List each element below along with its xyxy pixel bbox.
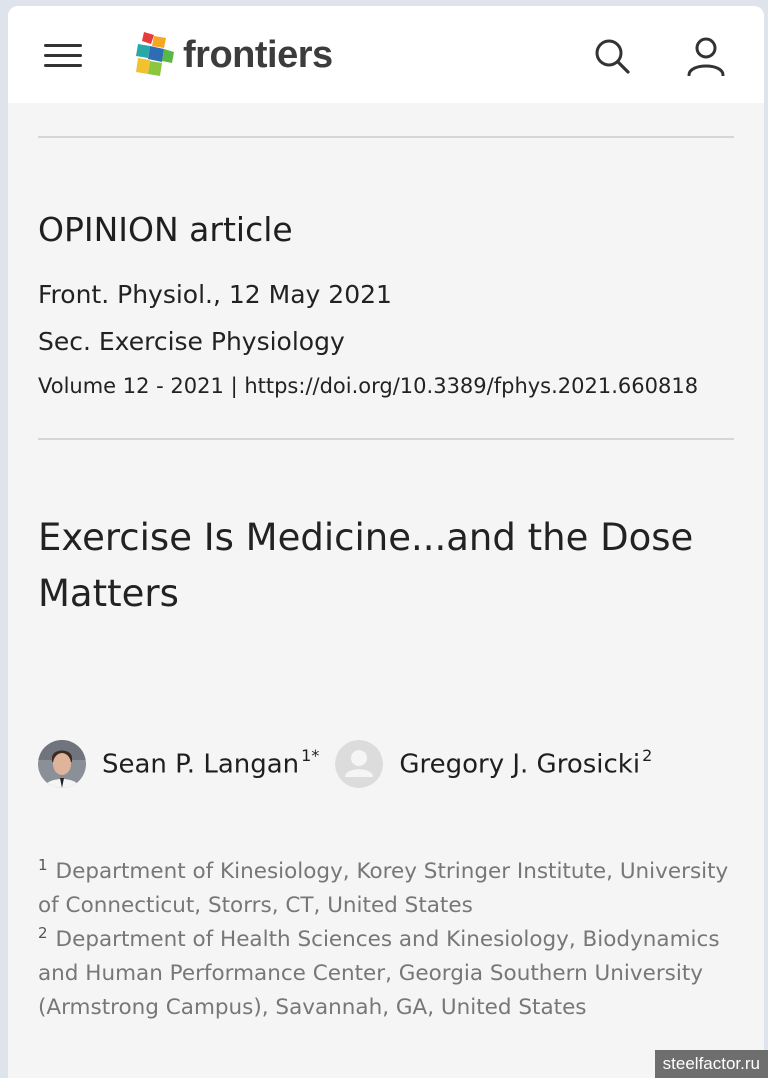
volume-doi-line [38, 374, 698, 398]
doi-link[interactable]: https://doi.org/10.3389/fphys.2021.660818 [244, 374, 699, 398]
journal-citation: Front. Physiol., 12 May 2021 [38, 280, 392, 309]
affiliation: $^1$ Department of Kinesiology, Korey Stringer Institute, University of Connecticut, Storrs, CT, United States [38, 856, 729, 919]
watermark: steelfactor.ru [655, 1050, 768, 1078]
author-avatar-photo[interactable] [38, 740, 86, 788]
search-icon[interactable] [594, 38, 630, 74]
author-avatar-placeholder-icon[interactable] [335, 740, 383, 788]
hamburger-menu-icon[interactable] [44, 42, 84, 72]
author-list [38, 739, 668, 789]
divider [38, 136, 734, 138]
frontiers-logo-mark [136, 32, 176, 78]
author-name[interactable]: Sean P. Langan $^{1*}$ [102, 746, 320, 780]
frontiers-logo[interactable] [136, 32, 333, 78]
page-frame [8, 6, 764, 1078]
article-title: Exercise Is Medicine...and the Dose Matters [38, 516, 694, 615]
author-name[interactable]: Gregory J. Grosicki $^2$ [399, 746, 653, 780]
user-icon[interactable] [686, 36, 726, 76]
affiliation: $^2$ Department of Health Sciences and Kinesiology, Biodynamics and Human Performance Center, Georgia Southern University (Armstrong Campus), Savannah, GA, United States [38, 924, 720, 1021]
site-header [8, 6, 764, 103]
separator: | [230, 374, 238, 398]
divider [38, 438, 734, 440]
journal-section: Sec. Exercise Physiology [38, 327, 345, 356]
article-type: OPINION article [38, 210, 293, 249]
brand-name: frontiers [183, 33, 333, 76]
volume-info: Volume 12 - 2021 [38, 374, 224, 398]
